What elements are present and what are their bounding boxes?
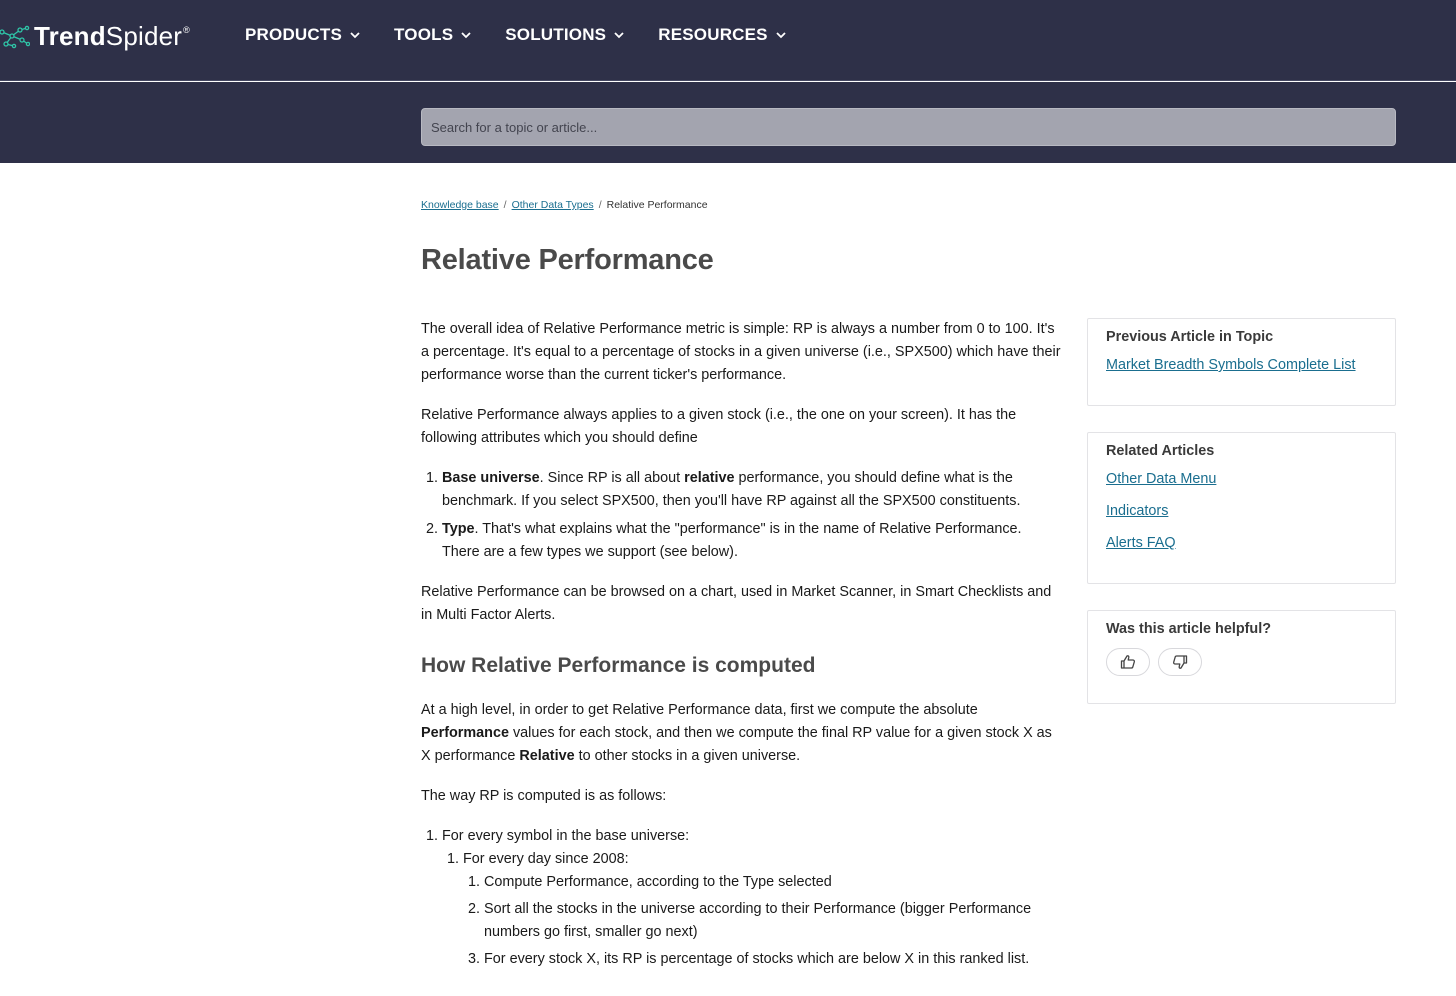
list-item-emphasis: relative (684, 470, 735, 486)
nav-products-label: PRODUCTS (245, 25, 342, 44)
list-item-text: . That's what explains what the "performance" is in the name of Relative Performance. There are a few types we support (see below). (442, 521, 1022, 560)
card-title: Was this article helpful? (1106, 621, 1271, 637)
top-navigation (0, 0, 1456, 81)
related-articles-card (1087, 432, 1396, 584)
list-item-text: For every day since 2008: (463, 851, 629, 867)
feedback-card (1087, 610, 1396, 704)
previous-article-card (1087, 318, 1396, 406)
thumbs-down-icon (1172, 654, 1188, 670)
attributes-list (421, 467, 1061, 564)
list-item (442, 518, 1061, 564)
search-banner (0, 82, 1456, 163)
section-heading: How Relative Performance is computed (421, 654, 816, 677)
nav-products[interactable] (245, 25, 360, 45)
thumbs-down-button[interactable] (1158, 648, 1202, 676)
related-article-link[interactable]: Alerts FAQ (1106, 535, 1176, 551)
related-article-link[interactable]: Other Data Menu (1106, 471, 1217, 487)
paragraph-emphasis: Performance (421, 725, 509, 741)
list-item (463, 848, 1061, 971)
breadcrumb-current: Relative Performance (606, 199, 708, 211)
thumbs-up-button[interactable] (1106, 648, 1150, 676)
nav-solutions-label: SOLUTIONS (505, 25, 607, 44)
chevron-down-icon (461, 32, 471, 39)
paragraph-text: At a high level, in order to get Relative Performance data, first we compute the absolute (421, 702, 978, 718)
paragraph-text: to other stocks in a given universe. (574, 748, 801, 764)
chevron-down-icon (614, 32, 624, 39)
trendspider-logo[interactable] (0, 18, 190, 54)
breadcrumb-other-data-types[interactable]: Other Data Types (511, 199, 594, 211)
breadcrumb (421, 199, 708, 211)
related-article-link[interactable]: Indicators (1106, 503, 1169, 519)
list-item-term: Type (442, 521, 475, 537)
paragraph-text: values for each stock, and then we compute the final RP value for a given stock X as X performance (421, 725, 1052, 764)
article-paragraph (421, 699, 1061, 768)
list-item: 3. For every stock X, its RP is percentage of stocks which are below X in this ranked list. (484, 948, 1061, 971)
article-paragraph: Relative Performance always applies to a given stock (i.e., the one on your screen). It has the following attributes which you should define (421, 407, 1017, 446)
breadcrumb-knowledge-base[interactable]: Knowledge base (421, 199, 499, 211)
article-paragraph: The overall idea of Relative Performance metric is simple: RP is always a number from 0 to 100. It's a percentage. It's equal to a percentage of stocks in a given universe (i.e., SPX500) which have their performance worse than the current ticker's performance. (421, 321, 1061, 383)
nested-list (442, 848, 1061, 971)
previous-article-link[interactable]: Market Breadth Symbols Complete List (1106, 357, 1356, 373)
list-item: 1. Compute Performance, according to the Type selected (484, 871, 1061, 894)
list-item-text: . Since RP is all about (539, 470, 685, 486)
paragraph-emphasis: Relative (519, 748, 575, 764)
nav-resources-label: RESOURCES (658, 25, 768, 44)
computation-steps-list (421, 825, 1061, 971)
logo-wordmark: TrendSpider® (34, 20, 190, 51)
nested-list (463, 871, 1061, 971)
nav-tools[interactable] (394, 25, 471, 45)
main-menu (245, 25, 820, 45)
nav-solutions[interactable] (505, 25, 624, 45)
article-paragraph: The way RP is computed is as follows: (421, 788, 667, 804)
search-input[interactable] (421, 108, 1396, 146)
card-title: Related Articles (1106, 443, 1215, 459)
list-item-term: Base universe (442, 470, 540, 486)
chevron-down-icon (350, 32, 360, 39)
vote-buttons (1106, 648, 1377, 676)
page-title: Relative Performance (421, 244, 714, 276)
breadcrumb-separator: / (598, 199, 602, 211)
list-item-text: performance, you should define what is the benchmark. If you select SPX500, then you'll have RP against all the SPX500 constituents. (442, 470, 1021, 509)
nav-resources[interactable] (658, 25, 786, 45)
breadcrumb-separator: / (503, 199, 507, 211)
card-title: Previous Article in Topic (1106, 329, 1274, 345)
list-item: 2. Sort all the stocks in the universe according to their Performance (bigger Performance numbers go first, smaller go next) (484, 898, 1061, 944)
logo-spider-icon (0, 18, 30, 54)
list-item (442, 467, 1061, 513)
article-body (421, 318, 1061, 988)
list-item-text: For every symbol in the base universe: (442, 828, 690, 844)
thumbs-up-icon (1120, 654, 1136, 670)
article-paragraph: Relative Performance can be browsed on a chart, used in Market Scanner, in Smart Checklists and in Multi Factor Alerts. (421, 584, 1052, 623)
list-item (442, 825, 1061, 971)
nav-tools-label: TOOLS (394, 25, 454, 44)
chevron-down-icon (776, 32, 786, 39)
